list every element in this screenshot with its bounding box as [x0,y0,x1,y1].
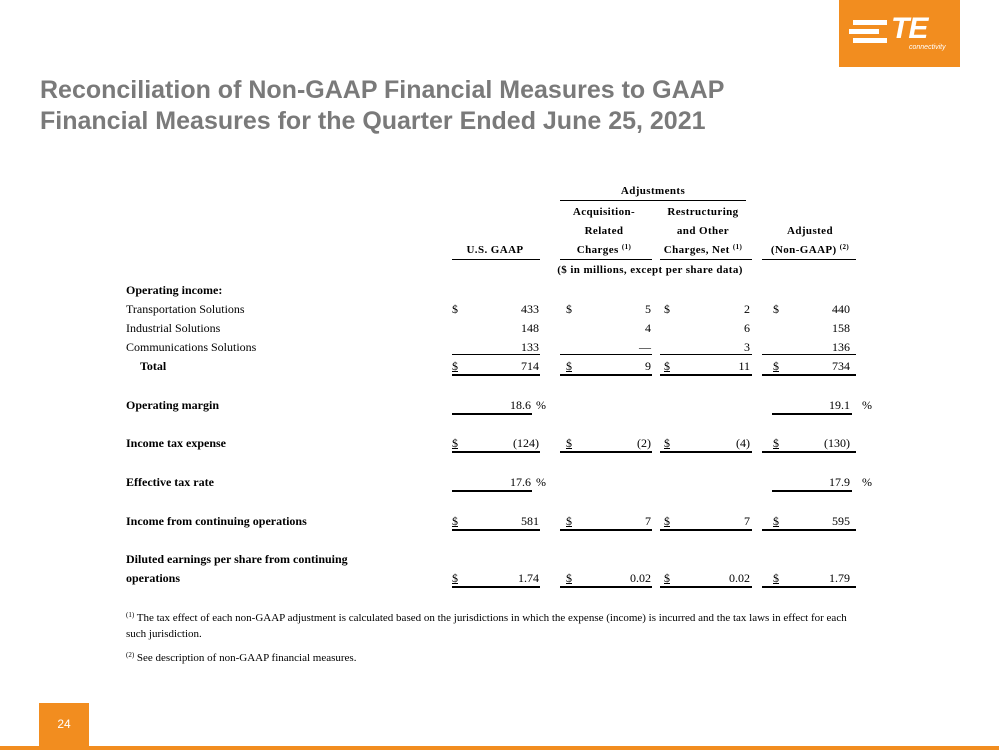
row-label: Income tax expense [126,436,226,450]
acq-value: (2) [637,436,651,450]
restr-value: 3 [744,340,750,354]
acq-header-line-3: Charges $^{(1)}$ [576,243,632,256]
total-double-rule [660,374,752,376]
currency-sign: $ [773,571,779,585]
page-title [40,75,724,137]
subtotal-rule [660,354,752,355]
gaap-value: 714 [521,359,539,373]
total-double-rule [452,529,540,531]
acq-value: 0.02 [630,571,651,585]
row-label: Industrial Solutions [126,321,221,335]
total-double-rule [762,586,856,588]
restr-value: 6 [744,321,750,335]
total-double-rule [560,451,652,453]
restr-value: 2 [744,302,750,316]
total-double-rule [560,374,652,376]
operating-income-label: Operating income: [126,283,223,297]
gaap-value: 1.74 [518,571,539,585]
page-number: 24 [57,717,71,731]
currency-sign: $ [452,571,458,585]
adj-header-line-2: (Non-GAAP) $^{(2)}$ [770,243,850,256]
currency-sign: $ [664,436,670,450]
total-double-rule [660,529,752,531]
currency-sign: $ [452,514,458,528]
total-double-rule [452,413,532,415]
subtotal-rule [560,354,652,355]
total-double-rule [660,586,752,588]
row-label: Communications Solutions [126,340,257,354]
acq-value: 5 [645,302,651,316]
total-double-rule [452,374,540,376]
restr-header-rule [660,259,752,260]
adj-value: 595 [832,514,850,528]
gaap-header: U.S. GAAP [466,244,524,256]
restr-header-line-2: and Other [676,225,730,237]
total-double-rule [660,451,752,453]
restr-value: 0.02 [729,571,750,585]
bottom-rule [0,746,999,750]
acq-header-line-1: Acquisition- [572,206,636,218]
restr-header-line-1: Restructuring [667,206,739,218]
currency-sign: $ [773,436,779,450]
title-line-1: Reconciliation of Non-GAAP Financial Measures to GAAP [40,76,725,104]
currency-sign: $ [664,571,670,585]
adjustments-header: Adjustments [620,185,686,197]
percent-sign: % [536,475,546,489]
subtotal-rule [762,354,856,355]
adj-value: 1.79 [829,571,850,585]
title-line-2: Financial Measures for the Quarter Ended June 25, 2021 [40,107,706,135]
adj-value: 17.9 [829,475,850,489]
restr-value: (4) [736,436,750,450]
row-label: Income from continuing operations [126,514,307,528]
gaap-value: 18.6 [510,398,531,412]
total-double-rule [762,374,856,376]
currency-sign: $ [664,302,670,316]
row-label: Total [140,359,167,373]
total-double-rule [452,586,540,588]
gaap-value: 148 [521,321,539,335]
total-double-rule [772,413,852,415]
adj-value: 158 [832,321,850,335]
units-note: ($ in millions, except per share data) [557,264,743,276]
percent-sign: % [862,398,872,412]
adj-value: (130) [824,436,850,450]
currency-sign: $ [452,302,458,316]
acq-header-line-2: Related [584,225,624,237]
currency-sign: $ [773,359,779,373]
gaap-value: 433 [521,302,539,316]
adj-value: 136 [832,340,850,354]
row-label: Effective tax rate [126,475,214,489]
acq-value: 7 [645,514,651,528]
footnote-2: $^{(2)}$ See description of non-GAAP financial measures. [126,651,357,664]
acq-value: 9 [645,359,651,373]
page-number-box [39,703,89,747]
total-double-rule [772,490,852,492]
total-double-rule [560,586,652,588]
restr-value: 7 [744,514,750,528]
row-label: Diluted earnings per share from continuing [126,552,348,566]
total-double-rule [762,529,856,531]
gaap-value: 133 [521,340,539,354]
gaap-header-rule [452,259,540,260]
logo-wordmark: TE [891,12,928,45]
footnote-1: $^{(1)}$ The tax effect of each non-GAAP adjustment is calculated based on the jurisdictions in which the expense (income) is incurred and the tax laws in effect for each such jurisdiction. [126,611,847,640]
restr-header-line-3: Charges, Net $^{(1)}$ [663,243,743,256]
row-label: operations [126,571,180,585]
adj-value: 440 [832,302,850,316]
gaap-value: (124) [513,436,539,450]
currency-sign: $ [664,359,670,373]
total-double-rule [762,451,856,453]
currency-sign: $ [566,514,572,528]
row-label: Transportation Solutions [126,302,245,316]
currency-sign: $ [452,359,458,373]
logo-tagline: connectivity [909,44,946,51]
acq-value: 4 [645,321,651,335]
currency-sign: $ [566,571,572,585]
currency-sign: $ [566,302,572,316]
adjustments-rule [560,200,746,201]
currency-sign: $ [773,514,779,528]
currency-sign: $ [773,302,779,316]
adj-value: 734 [832,359,850,373]
gaap-value: 581 [521,514,539,528]
row-label: Operating margin [126,398,219,412]
total-double-rule [452,451,540,453]
te-connectivity-logo [839,0,960,67]
total-double-rule [560,529,652,531]
restr-value: 11 [738,359,750,373]
adj-header-rule [762,259,856,260]
percent-sign: % [862,475,872,489]
adj-header-line-1: Adjusted [787,225,833,237]
gaap-value: 17.6 [510,475,531,489]
currency-sign: $ [566,359,572,373]
percent-sign: % [536,398,546,412]
currency-sign: $ [452,436,458,450]
currency-sign: $ [664,514,670,528]
acq-header-rule [560,259,652,260]
total-double-rule [452,490,532,492]
adj-value: 19.1 [829,398,850,412]
acq-value: — [639,340,651,354]
subtotal-rule [452,354,540,355]
currency-sign: $ [566,436,572,450]
